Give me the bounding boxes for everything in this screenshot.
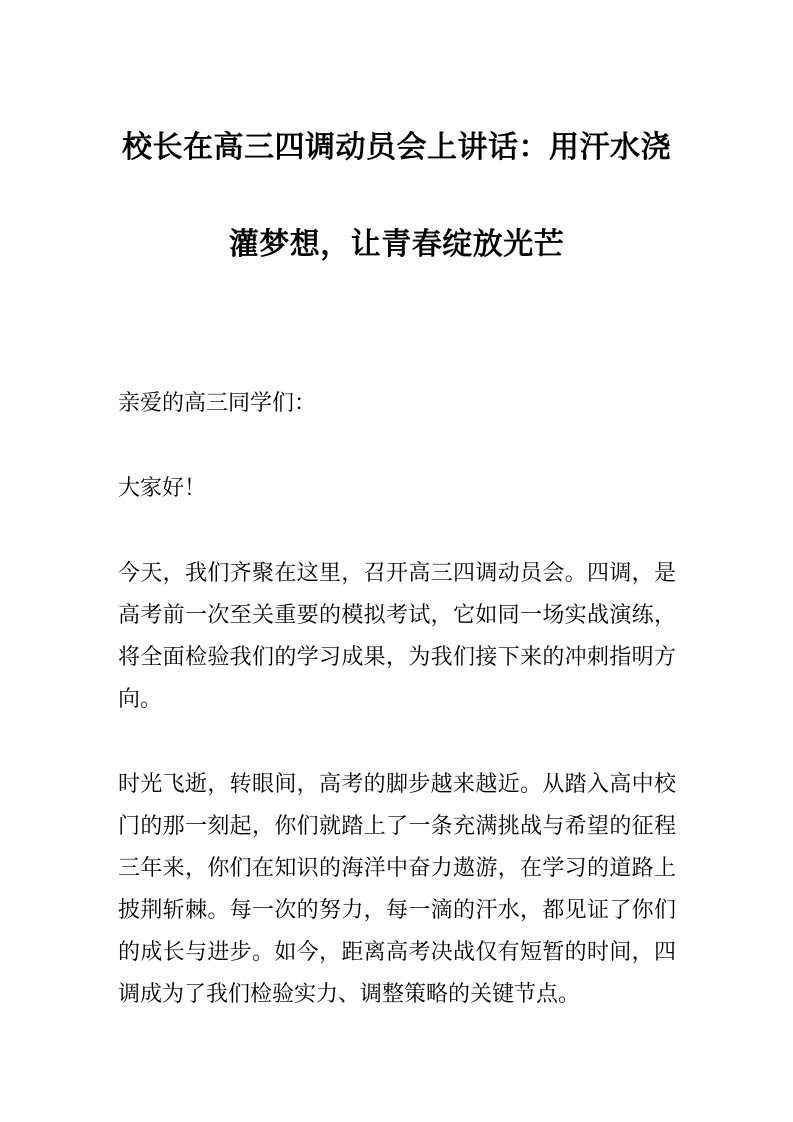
body-paragraph-2: 时光飞逝，转眼间，高考的脚步越来越近。从踏入高中校门的那一刻起，你们就踏上了一条充满挑战与希望的征程三年来，你们在知识的海洋中奋力遨游，在学习的道路上披荆斩棘。每一次的努力，每一滴的汗水，都见证了你们的成长与进步。如今，距离高考决战仅有短暂的时间，四调成为了我们检验实力、调整策略的关键节点。 (118, 771, 676, 1006)
document-title (0, 0, 793, 293)
title-line-2: 灌梦想，让青春绽放光芒 (228, 228, 565, 261)
document-body (118, 382, 676, 1015)
salutation-paragraph: 亲爱的高三同学们： (118, 390, 317, 415)
body-paragraph-1: 今天，我们齐聚在这里，召开高三四调动员会。四调，是高考前一次至关重要的模拟考试，它如同一场实战演练，将全面检验我们的学习成果，为我们接下来的冲刺指明方向。 (118, 560, 676, 711)
greeting-paragraph: 大家好！ (118, 475, 207, 500)
title-line-1: 校长在高三四调动员会上讲话：用汗水浇 (122, 131, 671, 164)
